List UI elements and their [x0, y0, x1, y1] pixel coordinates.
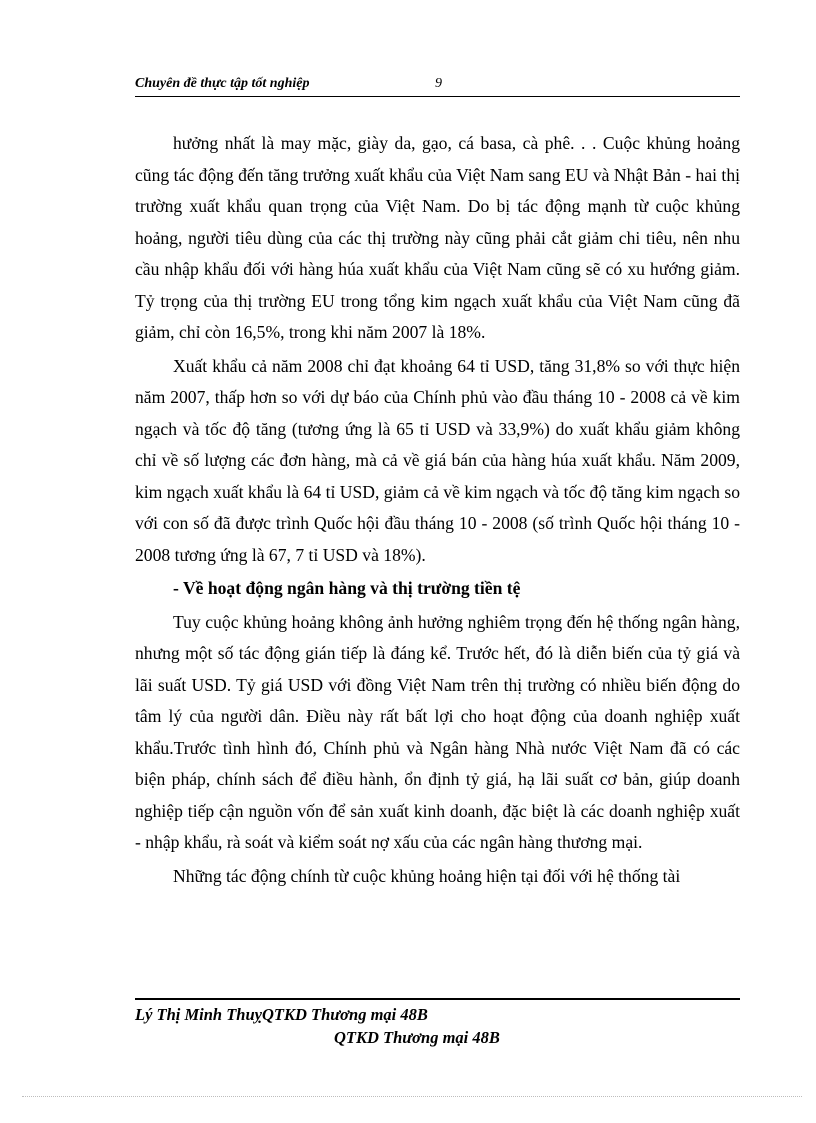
footer-divider	[135, 998, 740, 1000]
page-bottom-edge	[22, 1096, 802, 1097]
page-header	[135, 76, 740, 97]
section-heading: - Về hoạt động ngân hàng và thị trường tiền tệ	[173, 578, 521, 598]
document-title: Chuyên đề thực tập tốt nghiệp	[135, 76, 310, 91]
paragraph-2: Xuất khẩu cả năm 2008 chỉ đạt khoảng 64 tỉ USD, tăng 31,8% so với thực hiện năm 2007, thấp hơn so với dự báo của Chính phủ vào đầu tháng 10 - 2008 cả về kim ngạch và tốc độ tăng (tương ứng là 65 tỉ USD và 33,9%) do xuất khẩu giảm không chỉ về số lượng các đơn hàng, mà cả về giá bán của hàng húa xuất khẩu. Năm 2009, kim ngạch xuất khẩu là 64 tỉ USD, giảm cả về kim ngạch và tốc độ tăng kim ngạch so với con số đã được trình Quốc hội đầu tháng 10 - 2008 (số trình Quốc hội tháng 10 - 2008 tương ứng là 67, 7 tỉ USD và 18%).	[135, 355, 740, 565]
paragraph-1: hưởng nhất là may mặc, giày da, gạo, cá basa, cà phê. . . Cuộc khủng hoảng cũng tác động đến tăng trưởng xuất khẩu của Việt Nam sang EU và Nhật Bản - hai thị trường xuất khẩu quan trọng của Việt Nam. Do bị tác động mạnh từ cuộc khủng hoảng, người tiêu dùng của các thị trường này cũng phải cắt giảm chi tiêu, nên nhu cầu nhập khẩu đối với hàng húa xuất khẩu của Việt Nam cũng sẽ có xu hướng giảm. Tỷ trọng của thị trường EU trong tổng kim ngạch xuất khẩu của Việt Nam cũng đã giảm, chỉ còn 16,5%, trong khi năm 2007 là 18%.	[135, 133, 740, 342]
footer-class: QTKD Thương mại 48B	[334, 1028, 500, 1047]
paragraph-4: Những tác động chính từ cuộc khủng hoảng hiện tại đối với hệ thống tài	[173, 865, 681, 886]
footer-author: Lý Thị Minh ThuỵQTKD Thương mại 48B	[135, 1005, 428, 1024]
paragraph-3: Tuy cuộc khủng hoảng không ảnh hưởng nghiêm trọng đến hệ thống ngân hàng, nhưng một số tác động gián tiếp là đáng kể. Trước hết, đó là diễn biến của tỷ giá và lãi suất USD. Tỷ giá USD với đồng Việt Nam trên thị trường có nhiều biến động do tâm lý của người dân. Điều này rất bất lợi cho hoạt động của doanh nghiệp xuất khẩu.Trước tình hình đó, Chính phủ và Ngân hàng Nhà nước Việt Nam đã có các biện pháp, chính sách để điều hành, ổn định tỷ giá, hạ lãi suất cơ bản, giúp doanh nghiệp tiếp cận nguồn vốn để sản xuất kinh doanh, đặc biệt là các doanh nghiệp xuất - nhập khẩu, rà soát và kiểm soát nợ xấu của các ngân hàng thương mại.	[135, 611, 740, 852]
page-number: 9	[435, 76, 442, 91]
page-body	[135, 128, 740, 894]
